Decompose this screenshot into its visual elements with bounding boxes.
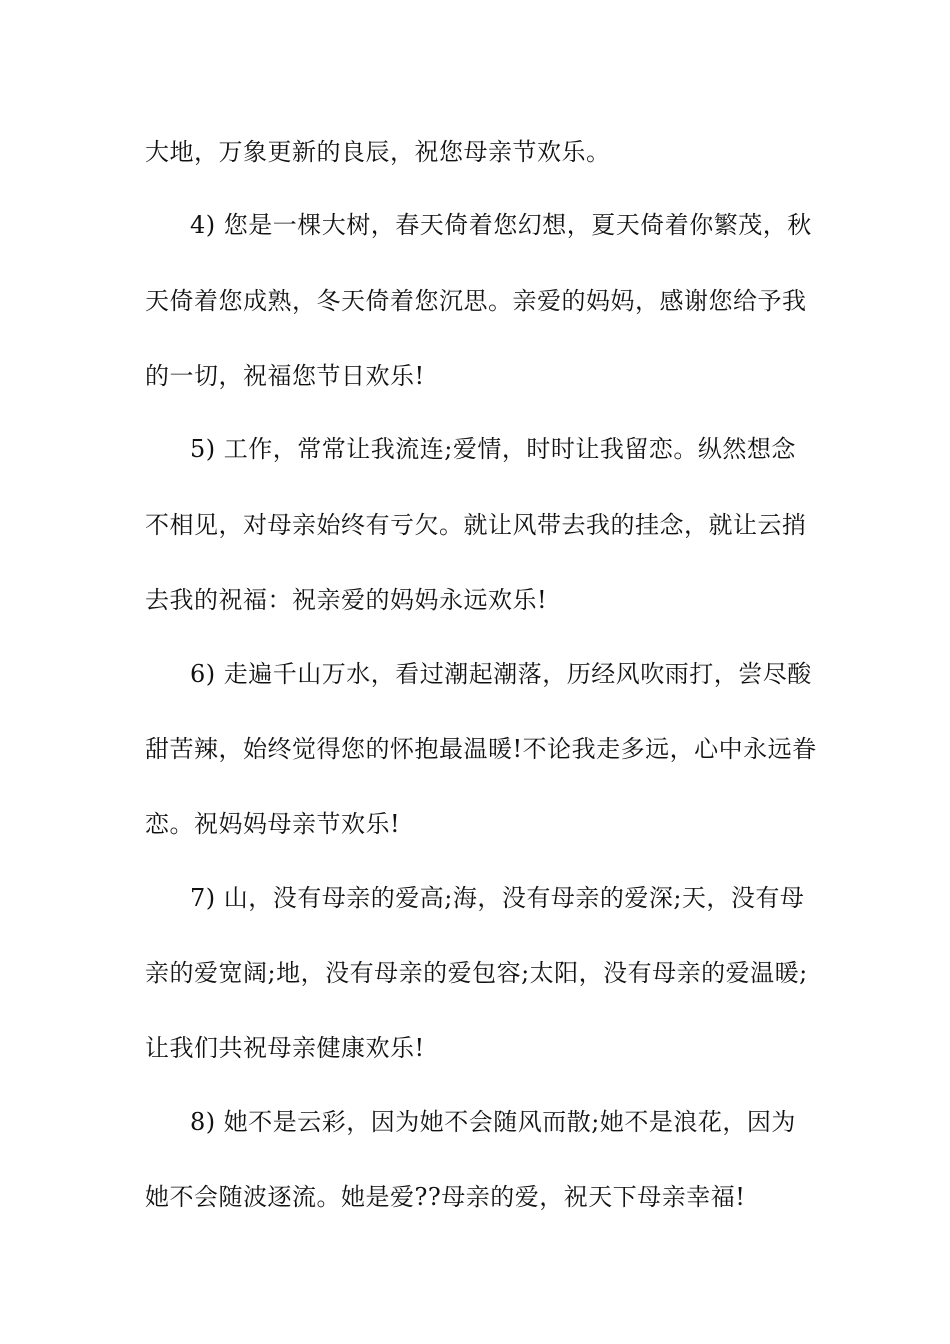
- paragraph-7-line-1: 7) 山，没有母亲的爱高;海，没有母亲的爱深;天，没有母: [190, 884, 805, 912]
- paragraph-5-line-2: 不相见，对母亲始终有亏欠。就让风带去我的挂念，就让云捎: [145, 511, 807, 539]
- paragraph-5-line-1: 5) 工作，常常让我流连;爱情，时时让我留恋。纵然想念: [190, 435, 796, 463]
- paragraph-7-line-3: 让我们共祝母亲健康欢乐!: [145, 1034, 425, 1062]
- paragraph-8-line-1: 8) 她不是云彩，因为她不会随风而散;她不是浪花，因为: [190, 1108, 796, 1136]
- paragraph-8-line-2: 她不会随波逐流。她是爱??母亲的爱，祝天下母亲幸福!: [145, 1183, 746, 1211]
- text-line-1: 大地，万象更新的良辰，祝您母亲节欢乐。: [145, 138, 611, 166]
- paragraph-4-line-2: 天倚着您成熟，冬天倚着您沉思。亲爱的妈妈，感谢您给予我: [145, 287, 807, 315]
- paragraph-4-line-1: 4) 您是一棵大树，春天倚着您幻想，夏天倚着你繁茂，秋: [190, 211, 812, 239]
- paragraph-6-line-2: 甜苦辣，始终觉得您的怀抱最温暖!不论我走多远，心中永远眷: [145, 735, 817, 763]
- paragraph-6-line-1: 6) 走遍千山万水，看过潮起潮落，历经风吹雨打，尝尽酸: [190, 660, 812, 688]
- paragraph-6-line-3: 恋。祝妈妈母亲节欢乐!: [145, 810, 401, 838]
- paragraph-5-line-3: 去我的祝福：祝亲爱的妈妈永远欢乐!: [145, 586, 548, 614]
- paragraph-4-line-3: 的一切，祝福您节日欢乐!: [145, 362, 425, 390]
- paragraph-7-line-2: 亲的爱宽阔;地，没有母亲的爱包容;太阳，没有母亲的爱温暖;: [145, 959, 808, 987]
